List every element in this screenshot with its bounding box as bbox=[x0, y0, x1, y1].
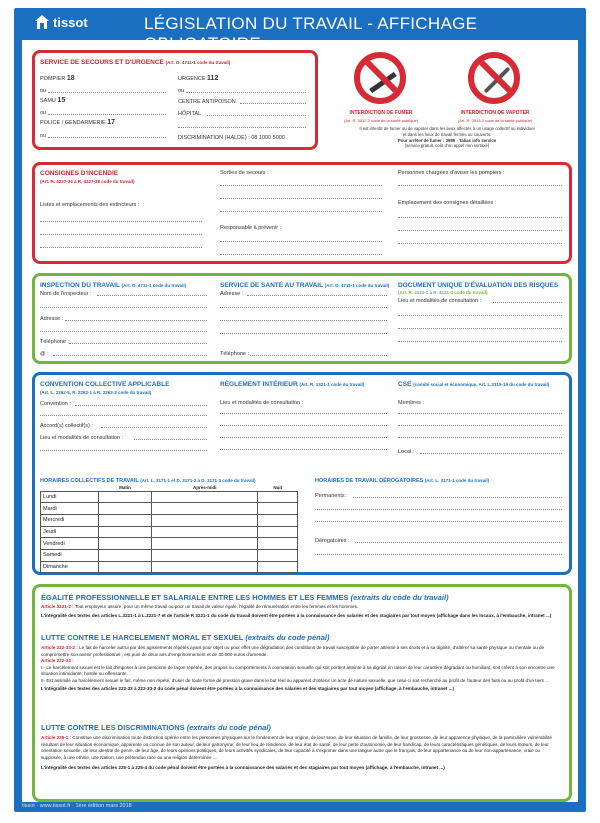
no-vaping-icon bbox=[468, 52, 520, 104]
reglement-title: RÈGLEMENT INTÉRIEUR (Art. R. 1321-1 code du travail) bbox=[220, 381, 365, 388]
table-row bbox=[41, 561, 298, 573]
email-label: @ : bbox=[40, 351, 49, 357]
poster bbox=[14, 8, 586, 812]
table-row bbox=[41, 503, 298, 515]
ou-label: ou bbox=[178, 88, 185, 94]
duer-ref: (Art. R. 4121-1 à R. 4121-4 code du travail) bbox=[398, 290, 488, 295]
ou-label: ou bbox=[40, 110, 47, 116]
sante-adresse-label: Adresse : bbox=[220, 291, 244, 297]
membres-label: Membres : bbox=[398, 400, 424, 406]
incendie-title: CONSIGNES D'INCENDIE bbox=[40, 170, 119, 177]
smoking-note: Il est interdit de fumer ou de vapoter dans les lieux affectés à un usage collectif ou individuel et dans les lieux de travail fermés ou couverts. Pour arrêter de fumer : 3989 - Tabac info service (service gratuit, coût d'un appel non surtaxé) bbox=[359, 126, 535, 149]
house-icon bbox=[34, 14, 50, 30]
table-row bbox=[41, 526, 298, 538]
local-label: Local : bbox=[398, 449, 415, 455]
fumer-ref: (Art. R. 3512-2 code de la santé publique) bbox=[343, 118, 419, 123]
col-matin: Matin bbox=[119, 484, 131, 490]
table-row bbox=[41, 538, 298, 550]
page-title: LÉGISLATION DU TRAVAIL - AFFICHAGE bbox=[144, 14, 478, 33]
antipoison-label: CENTRE ANTIPOISON bbox=[178, 99, 236, 105]
vapoter-title: INTERDICTION DE VAPOTER bbox=[460, 110, 530, 116]
duer-title: DOCUMENT UNIQUE D'ÉVALUATION DES RISQUES bbox=[398, 282, 559, 289]
ou-label: ou bbox=[40, 88, 47, 94]
derogatoires-title: HORAIRES DE TRAVAIL DÉROGATOIRES (Art. L. 3171-1 code du travail) bbox=[315, 478, 490, 484]
horaires-title: HORAIRES COLLECTIFS DE TRAVAIL (Art. L. 3171-1 et D. 3171-2 à D. 3171-3 code du travail) bbox=[40, 478, 256, 484]
permanents-label: Permanents : bbox=[315, 493, 348, 499]
hopital-label: HÔPITAL bbox=[178, 111, 202, 117]
duer-lieu-label: Lieu et modalités de consultation : bbox=[398, 298, 482, 304]
discrimination-label: DISCRIMINATION (HALDE) : 08 1000 5000 bbox=[178, 135, 285, 141]
day-label: Lundi bbox=[41, 491, 99, 503]
brand-name: tissot bbox=[53, 15, 88, 30]
reglement-lieu-label: Lieu et modalités de consultation : bbox=[220, 400, 304, 406]
urgence-label: URGENCE 112 bbox=[178, 75, 219, 82]
secours-panel bbox=[32, 50, 318, 150]
secours-title: SERVICE DE SECOURS ET D'URGENCE (Art. D. 4711-1 code du travail) bbox=[40, 59, 231, 66]
inspecteur-label: Nom de l'inspecteur : bbox=[40, 291, 92, 297]
discriminations-text: Article 225-1 : Constitue une discrimination toute distinction opérée entre les personnes physiques sur le fondement de leur origine, de leur sexe, de leur situation de famille, de leur grossesse, de leur apparence physique, de la particulière vulnérabilité résultant de leur situation économique, apparente ou connue de son auteur, de leur patronyme, de leur lieu de résidence, de leur état de santé, de leur perte d'autonomie, de leur handicap, de leurs caractéristiques génétiques, de leurs mœurs, de leur orientation sexuelle, de leur identité de genre, de leur âge, de leurs opinions politiques, de leurs activités syndicales, de leur capacité à s'exprimer dans une langue autre que le français, de leur appartenance ou de leur non-appartenance, vraie ou supposée, à une ethnie, une Nation, une prétendue race ou une religion déterminée ... L'intégralité des textes des articles 225-1 à 225-4 du code pénal doivent être portées à la connaissance des salariés et des stagiaires par tout moyen (affichage, à l'embauche, intranet ...) bbox=[41, 735, 552, 771]
vapoter-ref: (Art. R. 3513-2 code de la santé publique) bbox=[457, 118, 533, 123]
inspection-panel bbox=[32, 273, 572, 364]
harcelement-title: LUTTE CONTRE LE HARCELEMENT MORAL ET SEXUEL (extraits du code pénal) bbox=[41, 633, 330, 642]
egalite-title: ÉGALITÉ PROFESSIONNELLE ET SALARIALE ENTRE LES HOMMES ET LES FEMMES (extraits du code du travail) bbox=[41, 593, 449, 602]
sorties-label: Sorties de secours : bbox=[220, 170, 269, 176]
day-label: Mardi bbox=[41, 503, 99, 515]
pompier-label: POMPIER 18 bbox=[40, 75, 75, 82]
telephone-label: Téléphone : bbox=[40, 339, 70, 345]
convention-label: Convention : bbox=[40, 401, 71, 407]
no-smoking-icon bbox=[354, 52, 406, 104]
responsable-label: Responsable à prévenir : bbox=[220, 225, 282, 231]
sante-telephone-label: Téléphone : bbox=[220, 351, 250, 357]
emplacement-label: Emplacement des consignes détaillées : bbox=[398, 200, 497, 206]
day-label: Samedi bbox=[41, 549, 99, 561]
sheet bbox=[22, 40, 578, 802]
accords-label: Accord(s) collectif(s) : bbox=[40, 423, 93, 429]
convention-panel bbox=[32, 372, 572, 575]
incendie-ref: (Art. R. 4227-34 à R. 4227-38 code du travail) bbox=[40, 179, 135, 184]
derogatoires-label: Dérogatoires : bbox=[315, 538, 350, 544]
legal-panel bbox=[32, 584, 572, 802]
convention-ref: (Art. L. 2262-5, R. 2262-1 à R. 2262-3 code du travail) bbox=[40, 390, 152, 395]
day-label: Jeudi bbox=[41, 526, 99, 538]
pompiers-label: Personnes chargées d'aviser les pompiers : bbox=[398, 170, 505, 176]
brand-logo bbox=[34, 14, 88, 30]
col-apres-midi: Après-midi bbox=[193, 484, 217, 490]
table-row bbox=[41, 549, 298, 561]
incendie-panel bbox=[32, 162, 572, 264]
discriminations-title: LUTTE CONTRE LES DISCRIMINATIONS (extraits du code pénal) bbox=[41, 723, 271, 732]
adresse-label: Adresse : bbox=[40, 316, 64, 322]
table-row bbox=[41, 491, 298, 503]
day-label: Vendredi bbox=[41, 538, 99, 550]
day-label: Mercredi bbox=[41, 514, 99, 526]
convention-title: CONVENTION COLLECTIVE APPLICABLE bbox=[40, 381, 170, 388]
footer: tissot · www.tissot.fr · 1ère édition mars 2018 bbox=[22, 803, 132, 809]
extincteurs-label: Listes et emplacements des extincteurs : bbox=[40, 202, 140, 208]
samu-label: SAMU 15 bbox=[40, 97, 66, 104]
table-row bbox=[41, 514, 298, 526]
fumer-title: INTERDICTION DE FUMER bbox=[349, 110, 413, 116]
header bbox=[14, 8, 586, 38]
harcelement-text: Article 222-33-2 : Le fait de harceler autrui par des agissements répétés ayant pour objet ou pour effet une dégradation des conditions de travail susceptible de porter atteinte à ses droits et à sa dignité, d'altérer sa santé physique ou mentale ou de compromettre son avenir professionnel , est puni de deux ans d'emprisonnement et de 30.000 euros d'amende. Article 222-33 : I - Le harcèlement sexuel est le fait d'imposer à une personne de façon répétée, des propos ou comportements à connotation sexuelle qui soit portent atteinte à sa dignité en raison de leur caractère dégradant ou humiliant, soit créent à son encontre une situation intimidante, hostile ou offensante. II- Est assimilé au harcèlement sexuel le fait, même non répété, d'user de toute forme de pression grave dans le but réel ou apparent d'obtenir un acte de nature sexuelle, que celui-ci soit recherché au profit de l'auteur des faits ou au profit d'un tiers ... L'intégralité des textes des articles 222-33 à 222-33-2 du code pénal doivent être portées à la connaissance des salariés et des stagiaires par tout moyen (affichage, à l'embauche, intranet ...) bbox=[41, 645, 555, 692]
ou-label: ou bbox=[40, 133, 47, 139]
convention-lieu-label: Lieu et modalités de consultation : bbox=[40, 435, 124, 441]
police-label: POLICE / GENDARMERIE 17 bbox=[40, 119, 116, 126]
inspection-title: INSPECTION DU TRAVAIL (Art. D. 4711-1 code du travail) bbox=[40, 282, 187, 289]
col-nuit: Nuit bbox=[273, 484, 283, 490]
cse-title: CSE (comité social et économique, Art. L.2315-15 du code du travail) bbox=[398, 381, 550, 388]
sante-title: SERVICE DE SANTÉ AU TRAVAIL (Art. D. 4711-1 code du travail) bbox=[220, 282, 390, 289]
horaires-table bbox=[40, 484, 298, 573]
day-label: Dimanche bbox=[41, 561, 99, 573]
egalite-text: Article 3221-2 : Tout employeur assure, pour un même travail ou pour un travail de valeur égale, l'égalité de rémunération entre les femmes et les hommes. L'intégralité des textes des articles L.3221-1 à L.3221-7 et de l'article R 3221-1 du code du travail doivent être portées à la connaissance des salariés et des stagiaires par tout moyen (affichage dans les locaux, à l'embauche, intranet ...) bbox=[41, 604, 552, 618]
